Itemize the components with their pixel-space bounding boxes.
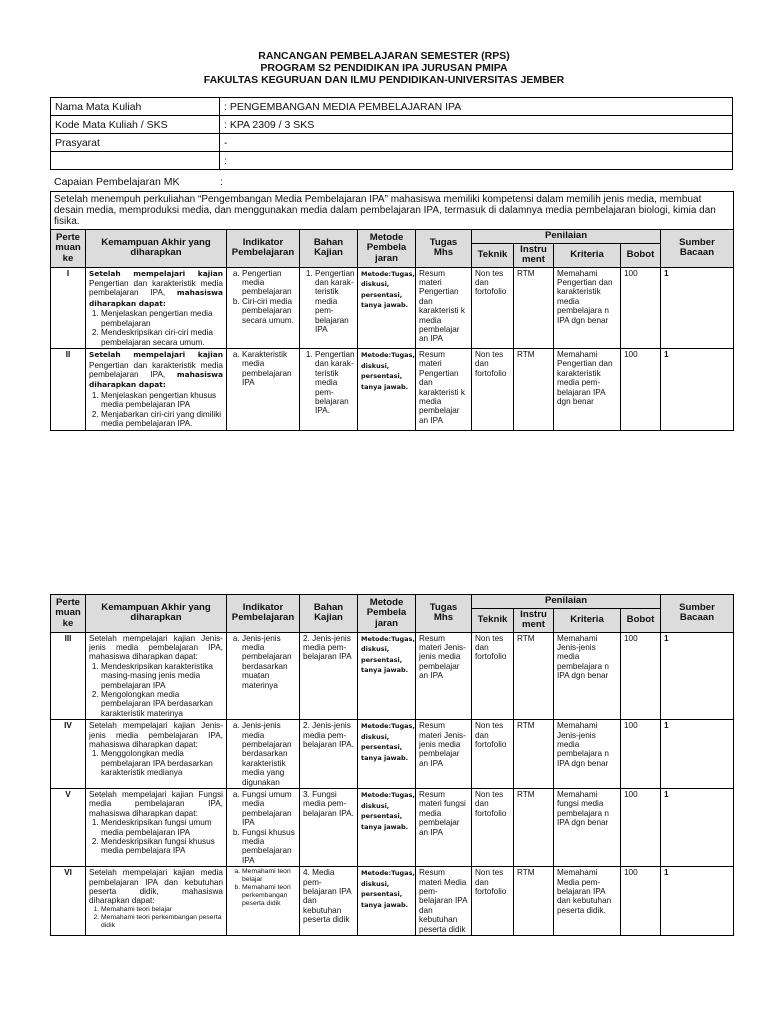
teknik-cell: Non tes dan fortofolio (472, 267, 514, 349)
indikator-item: a. Karakteristik media pembelajaran IPA (242, 350, 296, 388)
kode-value: : KPA 2309 / 3 SKS (220, 116, 733, 134)
bahan-number: 4. (303, 868, 310, 878)
sumber-cell: 1 (661, 867, 734, 936)
indikator-list (230, 721, 296, 787)
kemampuan-intro: Pengertian dan karakteristik media pembelajaran IPA, (89, 279, 223, 298)
header-row (51, 230, 734, 244)
cpmk-label: Capaian Pembelajaran MK (54, 176, 180, 188)
cpmk-line (54, 176, 223, 188)
col-bobot-header: Bobot (621, 243, 661, 267)
tugas-cell: Resum materi Jenis-jenis media pembelajar an IPA (416, 632, 472, 720)
nama-label: Nama Mata Kuliah (51, 98, 220, 116)
kemampuan-item: 1. Mendeskripsikan karakteristika masing-masing jenis media pembelajaran IPA (101, 662, 223, 690)
kemampuan-item: 1. Menjelaskan pengertian media pembelajaran (101, 309, 223, 328)
kemampuan-cell (86, 267, 227, 349)
kemampuan-lead-bold: mahasiswa diharapkan dapat: (89, 288, 223, 308)
cpmk-description: Setelah menempuh perkuliahan “Pengembangan Media Pembelajaran IPA” mahasiswa memiliki kompetensi dalam memilih jenis media, membuat desain media, memproduksi media, dan menggunakan media dalam pembelajaran IPA, termasuk di dalamnya media pembelajaran biologi, kimia dan fisika. (51, 192, 734, 230)
kriteria-cell: Memahami Pengertian dan karakteristik media pembelajara n IPA dgn benar (554, 267, 621, 349)
metode-cell: Metode:Tugas, diskusi, persentasi, tanya jawab. (358, 867, 416, 936)
kemampuan-intro: Setelah mempelajari kajian media pembelajaran IPA dan kebutuhan peserta didik, mahasiswa diharapkan dapat: (89, 868, 223, 906)
kemampuan-intro: Setelah mempelajari kajian Fungsi media pembelajaran IPA, mahasiswa diharapkan dapat: (89, 790, 223, 818)
bahan-cell (300, 349, 358, 431)
rps-table-2 (50, 594, 734, 936)
title-line-2: PROGRAM S2 PENDIDIKAN IPA JURUSAN PMIPA (260, 62, 508, 74)
bobot-cell: 100 (621, 789, 661, 867)
col-pertemuan-header: Perte muan ke (51, 230, 86, 268)
col-kemampuan-header: Kemampuan Akhir yang diharapkan (86, 230, 227, 268)
bahan-list (303, 269, 354, 335)
bahan-number: 2. (303, 633, 310, 643)
indikator-item: b. Memahami teori perkembangan peserta didik (242, 884, 296, 908)
intro-row (51, 192, 734, 230)
course-info-table (50, 97, 733, 170)
col-indikator-header: Indikator Pembelajaran (227, 230, 300, 268)
prasyarat-label: Prasyarat (51, 134, 220, 152)
meeting-number: IV (51, 720, 86, 789)
metode-cell: Metode:Tugas, diskusi, persentasi, tanya jawab. (358, 720, 416, 789)
tugas-cell: Resum materi fungsi media pembelajar an IPA (416, 789, 472, 867)
meeting-number: II (51, 349, 86, 431)
metode-cell: Metode:Tugas, diskusi, persentasi, tanya jawab. (358, 349, 416, 431)
bobot-cell: 100 (621, 720, 661, 789)
kemampuan-intro: Setelah mempelajari kajian Jenis-jenis media pembelajaran IPA, mahasiswa diharapkan dapat: (89, 721, 223, 749)
indikator-item: b. Fungsi khusus media pembelajaran IPA (242, 828, 296, 866)
meeting-row (51, 789, 734, 867)
kriteria-cell: Memahami Media pem-belajaran IPA dan kebutuhan peserta didik. (554, 867, 621, 936)
teknik-cell: Non tes dan fortofolio (472, 720, 514, 789)
instrumen-cell: RTM (514, 867, 554, 936)
kemampuan-item: 2. Mendeskripsikan ciri-ciri media pembelajaran secara umum. (101, 328, 223, 347)
indikator-cell (227, 349, 300, 431)
col-tugas-header: Tugas Mhs (416, 230, 472, 268)
col-kriteria-header: Kriteria (554, 243, 621, 267)
kemampuan-item: 2. Memahami teori perkembangan peserta didik (101, 914, 223, 930)
indikator-list (230, 790, 296, 865)
kemampuan-intro-bold: Setelah mempelajari kajian (89, 268, 223, 278)
indikator-item: a. Jenis-jenis media pembelajaran berdasarkan karakteristik media yang digunakan (242, 721, 296, 787)
header-row (51, 595, 734, 609)
bahan-cell (300, 720, 358, 789)
col-bahan-header: Bahan Kajian (300, 230, 358, 268)
sumber-cell: 1 (661, 720, 734, 789)
col-teknik-header: Teknik (472, 243, 514, 267)
bahan-number: 2. (303, 721, 310, 731)
bahan-list (303, 350, 354, 416)
kemampuan-cell (86, 349, 227, 431)
teknik-cell: Non tes dan fortofolio (472, 789, 514, 867)
kriteria-cell: Memahami Jenis-jenis media pembelajara n IPA dgn benar (554, 720, 621, 789)
info-row-nama (51, 98, 733, 116)
instrumen-cell: RTM (514, 720, 554, 789)
kemampuan-item: 2. Mengolongkan media pembelajaran IPA berdasarkan karakteristik materinya (101, 690, 223, 718)
indikator-list (230, 634, 296, 690)
info-row-prasyarat (51, 134, 733, 152)
meeting-row (51, 720, 734, 789)
bahan-cell (300, 632, 358, 720)
sumber-cell: 1 (661, 267, 734, 349)
meeting-number: I (51, 267, 86, 349)
kemampuan-intro: Setelah mempelajari kajian Jenis-jenis media pembelajaran IPA, mahasiswa diharapkan dapat: (89, 633, 223, 662)
info-row-blank (51, 152, 733, 170)
tugas-cell: Resum materi Pengertian dan karakteristi k media pembelajar an IPA (416, 349, 472, 431)
bobot-cell: 100 (621, 267, 661, 349)
indikator-item: a. Pengertian media pembelajaran (242, 269, 296, 297)
tugas-cell: Resum materi Pengertian dan karakteristi k media pembelajar an IPA (416, 267, 472, 349)
prasyarat-value: - (220, 134, 733, 152)
bahan-cell (300, 867, 358, 936)
col-sumber-header: Sumber Bacaan (661, 230, 734, 268)
indikator-cell (227, 632, 300, 720)
col-sumber-header: Sumber Bacaan (661, 595, 734, 633)
col-instrumen-header: Instru ment (514, 608, 554, 632)
col-teknik-header: Teknik (472, 608, 514, 632)
col-kriteria-header: Kriteria (554, 608, 621, 632)
bahan-text: Media pem-belajaran IPA dan kebutuhan peserta didik (303, 868, 352, 925)
bahan-item: 1. Pengertian dan karak-teristik media pem-belajaran IPA (315, 269, 354, 335)
kemampuan-list (89, 749, 223, 777)
document-title (0, 50, 768, 86)
indikator-cell (227, 867, 300, 936)
teknik-cell: Non tes dan fortofolio (472, 632, 514, 720)
meeting-number: III (51, 632, 86, 720)
bobot-cell: 100 (621, 632, 661, 720)
sumber-cell: 1 (661, 349, 734, 431)
col-indikator-header: Indikator Pembelajaran (227, 595, 300, 633)
cpmk-colon: : (220, 176, 223, 188)
col-penilaian-header: Penilaian (472, 595, 661, 609)
nama-value: : PENGEMBANGAN MEDIA PEMBELAJARAN IPA (220, 98, 733, 116)
kemampuan-list (89, 662, 223, 718)
indikator-item: a. Fungsi umum media pembelajaran IPA (242, 790, 296, 828)
instrumen-cell: RTM (514, 632, 554, 720)
kemampuan-list (89, 309, 223, 347)
indikator-list (230, 350, 296, 388)
kemampuan-list (89, 391, 223, 429)
indikator-cell (227, 720, 300, 789)
indikator-cell (227, 267, 300, 349)
title-line-3: FAKULTAS KEGURUAN DAN ILMU PENDIDIKAN-UNIVERSITAS JEMBER (203, 74, 565, 86)
sumber-cell: 1 (661, 789, 734, 867)
bahan-text: Fungsi media pem-belajaran IPA. (303, 790, 354, 818)
kemampuan-item: 1. Menggolongkan media pembelajaran IPA berdasarkan karakteristik medianya (101, 749, 223, 777)
bahan-text: Jenis-jenis media pem-belajaran IPA (303, 633, 352, 662)
kemampuan-list (89, 906, 223, 930)
instrumen-cell: RTM (514, 267, 554, 349)
tugas-cell: Resum materi Jenis-jenis media pembelajar an IPA (416, 720, 472, 789)
meeting-number: VI (51, 867, 86, 936)
bahan-item: 1. Pengertian dan karak-teristik media pem-belajaran IPA. (315, 350, 354, 416)
indikator-item: a. Jenis-jenis media pembelajaran berdasarkan muatan materinya (242, 634, 296, 690)
meeting-row (51, 632, 734, 720)
kemampuan-item: 2. Mendeskripsikan fungsi khusus media pembelajara IPA (101, 837, 223, 856)
kemampuan-cell (86, 867, 227, 936)
kemampuan-intro-bold: Setelah mempelajari kajian (89, 350, 223, 360)
indikator-list (230, 868, 296, 908)
indikator-cell (227, 789, 300, 867)
kemampuan-cell (86, 632, 227, 720)
bahan-cell (300, 267, 358, 349)
kode-label: Kode Mata Kuliah / SKS (51, 116, 220, 134)
col-metode-header: Metode Pembela jaran (358, 230, 416, 268)
col-penilaian-header: Penilaian (472, 230, 661, 244)
instrumen-cell: RTM (514, 349, 554, 431)
kemampuan-intro: Pengertian dan karakteristik media pembelajaran IPA, (89, 360, 223, 379)
kemampuan-item: 2. Menjabarkan ciri-ciri yang dimiliki media pembelajaran IPA. (101, 410, 223, 429)
teknik-cell: Non tes dan fortofolio (472, 349, 514, 431)
col-tugas-header: Tugas Mhs (416, 595, 472, 633)
title-line-1: RANCANGAN PEMBELAJARAN SEMESTER (RPS) (258, 50, 510, 62)
teknik-cell: Non tes dan fortofolio (472, 867, 514, 936)
tugas-cell: Resum materi Media pem-belajaran IPA dan kebutuhan peserta didik (416, 867, 472, 936)
kemampuan-item: 1. Mendeskripsikan fungsi umum media pembelajaran IPA (101, 818, 223, 837)
kemampuan-lead-bold: mahasiswa diharapkan dapat: (89, 369, 223, 390)
kemampuan-item: 1. Memahami teori belajar (101, 906, 223, 914)
rps-table-1 (50, 191, 734, 431)
col-pertemuan-header: Perte muan ke (51, 595, 86, 633)
col-bobot-header: Bobot (621, 608, 661, 632)
kemampuan-cell (86, 789, 227, 867)
meeting-row (51, 267, 734, 349)
kemampuan-list (89, 818, 223, 856)
instrumen-cell: RTM (514, 789, 554, 867)
indikator-item: a. Memahami teori belajar (242, 868, 296, 884)
blank-label (51, 152, 220, 170)
col-instrumen-header: Instru ment (514, 243, 554, 267)
bahan-cell (300, 789, 358, 867)
kriteria-cell: Memahami Jenis-jenis media pembelajara n IPA dgn benar (554, 632, 621, 720)
bahan-number: 3. (303, 790, 310, 799)
bobot-cell: 100 (621, 867, 661, 936)
kriteria-cell: Memahami fungsi media pembelajara n IPA dgn benar (554, 789, 621, 867)
kriteria-cell: Memahami Pengertian dan karakteristik media pem-belajaran IPA dgn benar (554, 349, 621, 431)
col-bahan-header: Bahan Kajian (300, 595, 358, 633)
kemampuan-item: 1. Menjelaskan pengertian khusus media pembelajaran IPA (101, 391, 223, 410)
metode-cell: Metode:Tugas, diskusi, persentasi, tanya jawab. (358, 632, 416, 720)
meeting-row (51, 349, 734, 431)
indikator-item: b. Ciri-ciri media pembelajaran secara umum. (242, 297, 296, 325)
indikator-list (230, 269, 296, 325)
kemampuan-cell (86, 720, 227, 789)
blank-value: : (220, 152, 733, 170)
sumber-cell: 1 (661, 632, 734, 720)
col-metode-header: Metode Pembela jaran (358, 595, 416, 633)
metode-cell: Metode:Tugas, diskusi, persentasi, tanya jawab. (358, 789, 416, 867)
metode-cell: Metode:Tugas, diskusi, persentasi, tanya jawab. (358, 267, 416, 349)
meeting-row (51, 867, 734, 936)
meeting-number: V (51, 789, 86, 867)
bahan-text: Jenis-jenis media pem-belajaran IPA. (303, 721, 354, 749)
info-row-kode (51, 116, 733, 134)
bobot-cell: 100 (621, 349, 661, 431)
col-kemampuan-header: Kemampuan Akhir yang diharapkan (86, 595, 227, 633)
